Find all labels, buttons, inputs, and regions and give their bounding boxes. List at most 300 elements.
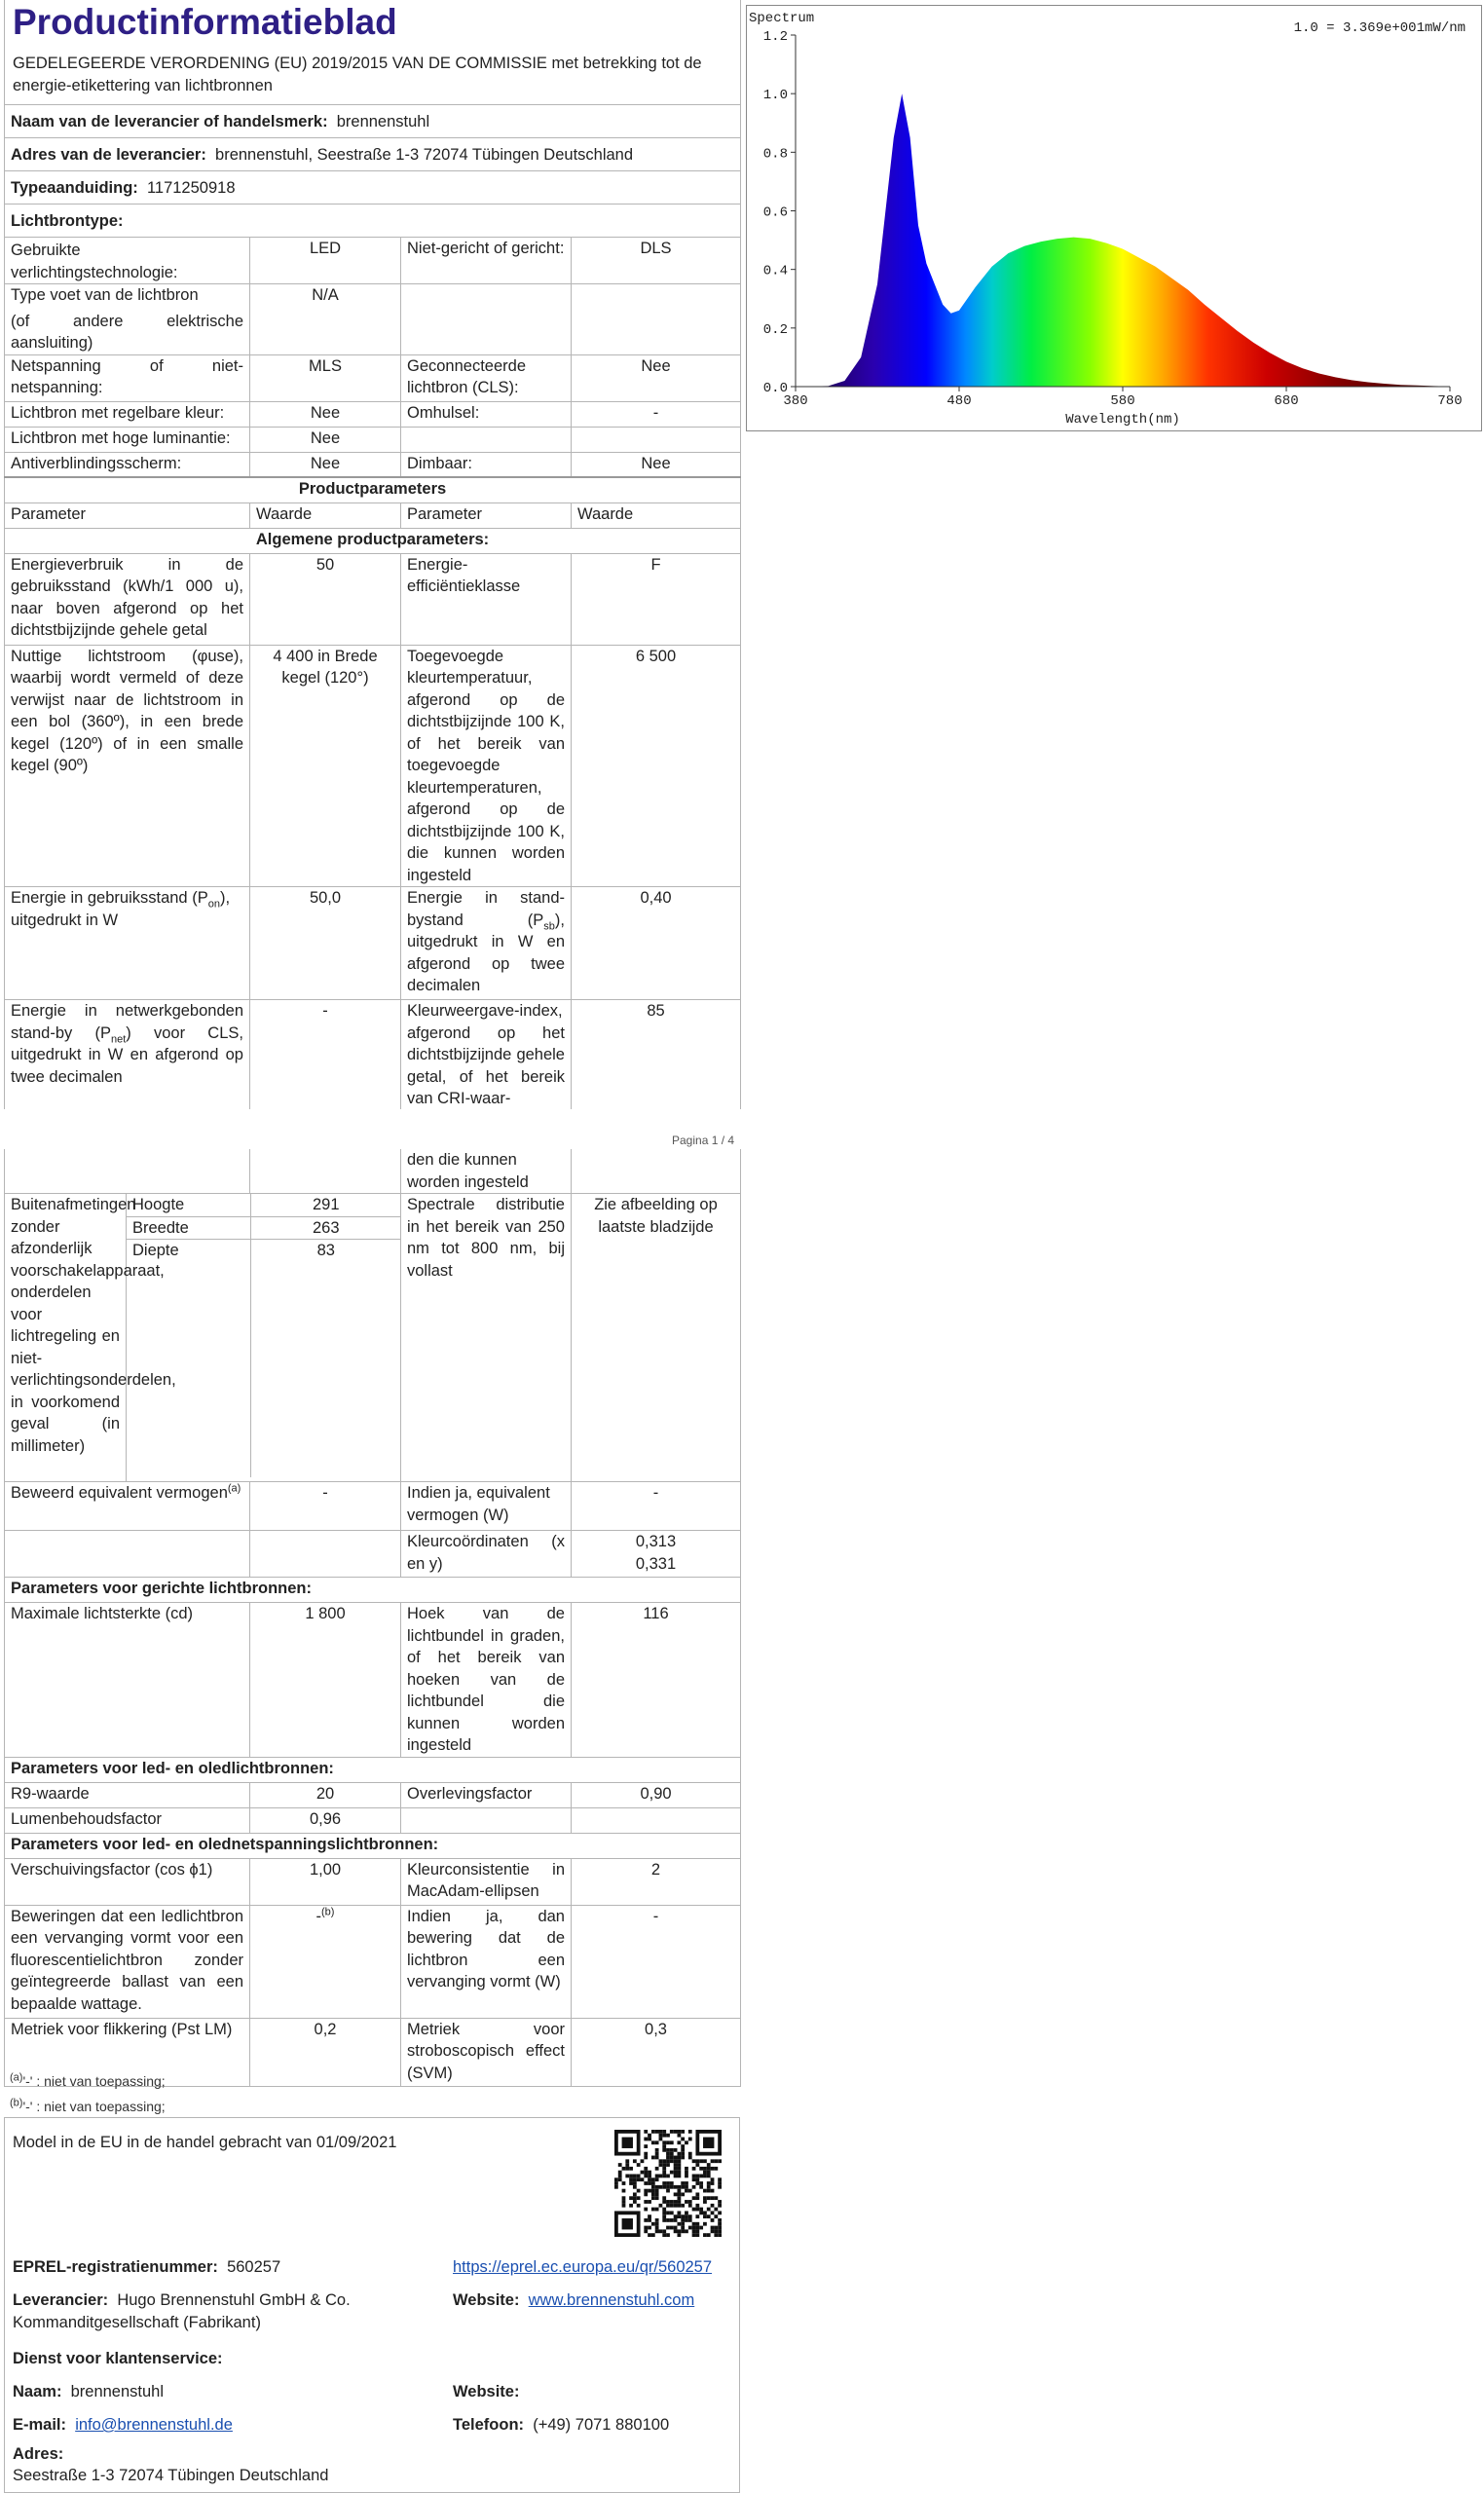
qr-module (633, 2181, 637, 2185)
psb-value: 0,40 (572, 887, 741, 1000)
qr-module (703, 2233, 707, 2237)
qr-module (718, 2177, 722, 2181)
qr-module (670, 2140, 674, 2144)
qr-module (641, 2159, 645, 2163)
qr-module (674, 2214, 678, 2218)
depth-value: 83 (316, 1242, 335, 1259)
pon-label-a: Energie in gebruiksstand (P (11, 889, 208, 907)
qr-module (666, 2200, 670, 2204)
replace-sup: (b) (321, 1906, 335, 1917)
qr-module (637, 2204, 641, 2208)
footnote-b-text: '-' : niet van toepassing; (22, 2099, 166, 2114)
qr-module (651, 2208, 655, 2212)
qr-module (655, 2130, 659, 2134)
flux-label: Nuttige lichtstroom (φuse), waarbij wordt vermeld of deze verwijst naar de lichtstroom in een bol (360º), in een brede kegel (120º) of in een smalle kegel (90º) (5, 645, 250, 887)
qr-module (677, 2222, 681, 2226)
y-tick-label-0.8: 0.8 (762, 146, 788, 163)
eprel-value: 560257 (227, 2258, 281, 2276)
website-label: Website: (453, 2291, 520, 2309)
qr-module (644, 2208, 648, 2212)
dimmable-value: Nee (572, 452, 741, 477)
depth-label: Diepte (127, 1240, 250, 1478)
y-tick-label-0.4: 0.4 (762, 263, 788, 279)
qr-module (677, 2156, 681, 2160)
qr-module (692, 2226, 696, 2230)
qr-module (707, 2189, 711, 2193)
qr-module (685, 2189, 688, 2193)
qr-module (718, 2181, 722, 2185)
qr-module (625, 2175, 629, 2178)
mcadam-label: Kleurconsistentie in MacAdam-ellipsen (401, 1858, 572, 1905)
product-info-table-page-1 (4, 0, 741, 1109)
qr-module (703, 2171, 707, 2175)
height-label: Hoogte (127, 1194, 250, 1216)
qr-module (659, 2163, 663, 2167)
qr-module (695, 2181, 699, 2185)
qr-module (707, 2233, 711, 2237)
qr-module (707, 2167, 711, 2171)
pnet-value: - (250, 1000, 401, 1110)
chroma-label: Kleurcoördinaten (x en y) (401, 1531, 572, 1578)
qr-module (674, 2130, 678, 2134)
qr-module (655, 2175, 659, 2178)
qr-module (614, 2181, 618, 2185)
qr-module (644, 2192, 648, 2196)
qr-module (648, 2181, 651, 2185)
pon-sub: on (207, 898, 220, 911)
qr-module (637, 2196, 641, 2200)
qr-module (692, 2159, 696, 2163)
qr-module (651, 2192, 655, 2196)
qr-module (703, 2200, 707, 2204)
qr-module (718, 2211, 722, 2214)
qr-module (681, 2218, 685, 2222)
general-params-heading: Algemene productparameters: (5, 528, 741, 553)
tunable-label: Lichtbron met regelbare kleur: (5, 401, 250, 427)
claimed-sup: (a) (227, 1482, 241, 1495)
qr-module (681, 2229, 685, 2233)
qr-module (670, 2156, 674, 2160)
tunable-value: Nee (250, 401, 401, 427)
flicker-value: 0,2 (250, 2018, 401, 2086)
qr-module (681, 2204, 685, 2208)
qr-module (622, 2181, 626, 2185)
qr-module (629, 2177, 633, 2181)
lumen-label: Lumenbehoudsfactor (5, 1807, 250, 1833)
qr-module (692, 2233, 696, 2237)
supplier-label: Leverancier: (13, 2291, 109, 2309)
qr-module (703, 2211, 707, 2214)
qr-module (651, 2233, 655, 2237)
qr-module (666, 2148, 670, 2152)
qr-module (703, 2189, 707, 2193)
qr-module (681, 2222, 685, 2226)
glare-label: Antiverblindingsscherm: (5, 452, 250, 477)
y-tick-label-0.2: 0.2 (762, 321, 788, 338)
qr-module (677, 2214, 681, 2218)
qr-module (674, 2192, 678, 2196)
qr-module (655, 2177, 659, 2181)
qr-module (666, 2218, 670, 2222)
qr-module (659, 2159, 663, 2163)
qr-module (651, 2181, 655, 2185)
qr-module (703, 2159, 707, 2163)
qr-module (648, 2189, 651, 2193)
phone-label: Telefoon: (453, 2416, 525, 2434)
product-params-heading: Productparameters (5, 477, 741, 502)
supplier-name-label: Naam van de leverancier of handelsmerk: (11, 113, 328, 130)
energy-label: Energieverbruik in de gebruiksstand (kWh/1 000 u), naar boven afgerond op het dichtstbijzijnde gehele getal (5, 553, 250, 645)
qr-module (644, 2144, 648, 2148)
col-header-value: Waarde (250, 502, 401, 528)
qr-module (644, 2229, 648, 2233)
qr-module (666, 2134, 670, 2138)
envelope-label: Omhulsel: (401, 401, 572, 427)
intensity-value: 1 800 (250, 1603, 401, 1758)
qr-module (644, 2226, 648, 2230)
y-tick-label-0.0: 0.0 (762, 381, 788, 396)
qr-module (711, 2167, 715, 2171)
qr-module (648, 2138, 651, 2141)
qr-module (681, 2152, 685, 2156)
qr-module (662, 2218, 666, 2222)
replace2-value: - (572, 1905, 741, 2018)
qr-module (685, 2181, 688, 2185)
qr-module (662, 2163, 666, 2167)
x-tick-label-380: 380 (783, 393, 808, 409)
qr-module (655, 2167, 659, 2171)
qr-module (629, 2167, 633, 2171)
customer-service-heading: Dienst voor klantenservice: (13, 2350, 223, 2367)
width-value: 263 (250, 1216, 401, 1240)
pnet-label-b: ) voor CLS, uitgedrukt in W en afgerond op twee decimalen (11, 1023, 243, 1086)
qr-module (644, 2200, 648, 2204)
qr-module (648, 2175, 651, 2178)
placed-on-market-text: Model in de EU in de handel gebracht van 01/09/2021 (13, 2134, 397, 2151)
qr-module (677, 2134, 681, 2138)
qr-module (699, 2211, 703, 2214)
qr-module (685, 2140, 688, 2144)
website-link[interactable]: www.brennenstuhl.com (528, 2291, 695, 2309)
qr-module (655, 2152, 659, 2156)
qr-module (707, 2208, 711, 2212)
qr-module (655, 2196, 659, 2200)
qr-module (662, 2144, 666, 2148)
qr-module (718, 2222, 722, 2226)
qr-module (699, 2226, 703, 2230)
qr-module (677, 2200, 681, 2204)
qr-module (674, 2148, 678, 2152)
qr-module (707, 2185, 711, 2189)
qr-module (666, 2156, 670, 2160)
qr-module (711, 2196, 715, 2200)
qr-module (614, 2185, 618, 2189)
qr-module (666, 2163, 670, 2167)
qr-module (651, 2140, 655, 2144)
eprel-info-box (4, 2117, 740, 2493)
chroma-y: 0,331 (635, 1554, 677, 1573)
mains-value: MLS (250, 354, 401, 401)
qr-module (681, 2148, 685, 2152)
qr-module (703, 2167, 707, 2171)
footnote-b-sup: (b) (10, 2097, 23, 2109)
qr-module (670, 2159, 674, 2163)
qr-module (674, 2163, 678, 2167)
spectrum-area (747, 6, 1481, 430)
dpf-label: Verschuivingsfactor (cos ϕ1) (5, 1858, 250, 1905)
qr-module (629, 2175, 633, 2178)
qr-module (714, 2167, 718, 2171)
envelope-value: - (572, 401, 741, 427)
qr-module (622, 2200, 626, 2204)
qr-module (633, 2200, 637, 2204)
footnote-a-text: '-' : niet van toepassing; (22, 2073, 166, 2089)
qr-module (677, 2171, 681, 2175)
qr-module (659, 2185, 663, 2189)
flicker-label: Metriek voor flikkering (Pst LM) (5, 2018, 250, 2086)
qr-module (629, 2196, 633, 2200)
qr-module (662, 2200, 666, 2204)
svm-value: 0,3 (572, 2018, 741, 2086)
replace2-label: Indien ja, dan bewering dat de lichtbron een vervanging vormt (W) (401, 1905, 572, 2018)
qr-module (685, 2175, 688, 2178)
qr-module (648, 2134, 651, 2138)
qr-module (695, 2233, 699, 2237)
qr-module (692, 2177, 696, 2181)
qr-module (625, 2163, 629, 2167)
qr-module (633, 2175, 637, 2178)
x-tick-label-780: 780 (1437, 393, 1463, 409)
email-label: E-mail: (13, 2416, 67, 2434)
qr-module (670, 2152, 674, 2156)
eprel-link[interactable]: https://eprel.ec.europa.eu/qr/560257 (453, 2258, 713, 2276)
qr-module (670, 2204, 674, 2208)
pon-label-b: ), uitgedrukt in W (11, 889, 231, 929)
model-value: 1171250918 (146, 179, 236, 197)
dims-label: Buitenafmetingen zonder afzonderlijk voorschakelapparaat, onderdelen voor lichtregeling en niet-verlichtingsonderdelen, in voorkomend geval (in millimeter) (5, 1194, 127, 1482)
y-tick-label-1.2: 1.2 (762, 29, 788, 45)
claimed-value: - (250, 1482, 401, 1531)
qr-module (695, 2163, 699, 2167)
qr-module (699, 2181, 703, 2185)
qr-module (688, 2214, 692, 2218)
qr-module (674, 2226, 678, 2230)
qr-module (662, 2148, 666, 2152)
qr-module (674, 2185, 678, 2189)
qr-module (677, 2159, 681, 2163)
qr-module (699, 2167, 703, 2171)
page-title: Productinformatieblad (13, 2, 397, 42)
cct-value: 6 500 (572, 645, 741, 887)
qr-module (622, 2189, 626, 2193)
qr-module (695, 2192, 699, 2196)
qr-module (662, 2211, 666, 2214)
cap-label: Type voet van de lichtbron (11, 286, 199, 304)
email-row (13, 2414, 233, 2437)
r9-value: 20 (250, 1782, 401, 1807)
qr-module (677, 2167, 681, 2171)
cls-value: Nee (572, 354, 741, 401)
qr-module (695, 2208, 699, 2212)
qr-module (659, 2130, 663, 2134)
qr-module (622, 2218, 633, 2229)
qr-module (614, 2177, 618, 2181)
qr-module (692, 2229, 696, 2233)
qr-module (677, 2163, 681, 2167)
qr-module (644, 2138, 648, 2141)
qr-module (651, 2130, 655, 2134)
qr-module (651, 2177, 655, 2181)
qr-module (695, 2214, 699, 2218)
pnet-sub: net (111, 1032, 127, 1045)
spd-label: Spectrale distributie in het bereik van 250 nm tot 800 nm, bij vollast (401, 1194, 572, 1482)
qr-module (655, 2156, 659, 2160)
qr-module (670, 2185, 674, 2189)
qr-module (674, 2218, 678, 2222)
x-tick-label-680: 680 (1274, 393, 1299, 409)
svm-label: Metriek voor stroboscopisch effect (SVM) (401, 2018, 572, 2086)
qr-module (666, 2159, 670, 2163)
qr-module (695, 2226, 699, 2230)
dims-table (127, 1194, 401, 1477)
y-tick-label-1.0: 1.0 (762, 88, 788, 104)
lumen-value: 0,96 (250, 1807, 401, 1833)
lightsource-type-heading: Lichtbrontype: (5, 205, 741, 238)
qr-module (655, 2222, 659, 2226)
qr-module (644, 2218, 648, 2222)
qr-module (662, 2159, 666, 2163)
qr-module (644, 2156, 648, 2160)
qr-module (622, 2138, 633, 2148)
qr-module (637, 2189, 641, 2193)
qr-code-icon[interactable] (614, 2130, 722, 2237)
qr-module (674, 2200, 678, 2204)
glare-value: Nee (250, 452, 401, 477)
flux-value: 4 400 in Brede kegel (120°) (250, 645, 401, 887)
qr-module (618, 2163, 622, 2167)
qr-module (662, 2130, 666, 2134)
qr-module (648, 2218, 651, 2222)
qr-module (666, 2181, 670, 2185)
qr-module (677, 2130, 681, 2134)
qr-module (699, 2208, 703, 2212)
qr-module (711, 2204, 715, 2208)
beam-value: 116 (572, 1603, 741, 1758)
qr-module (711, 2211, 715, 2214)
qr-module (681, 2226, 685, 2230)
col-header-param: Parameter (5, 502, 250, 528)
qr-module (711, 2177, 715, 2181)
qr-module (681, 2156, 685, 2160)
qr-module (718, 2233, 722, 2237)
qr-module (651, 2196, 655, 2200)
qr-module (674, 2204, 678, 2208)
qr-module (703, 2222, 707, 2226)
class-value: F (572, 553, 741, 645)
qr-module (659, 2138, 663, 2141)
directional-params-heading: Parameters voor gerichte lichtbronnen: (5, 1578, 741, 1603)
phone-value: (+49) 7071 880100 (533, 2416, 670, 2434)
qr-module (711, 2181, 715, 2185)
eprel-label: EPREL-registratienummer: (13, 2258, 218, 2276)
qr-module (703, 2175, 707, 2178)
qr-module (670, 2218, 674, 2222)
email-link[interactable]: info@brennenstuhl.de (75, 2416, 233, 2434)
qr-module (659, 2204, 663, 2208)
supplier-value: Hugo Brennenstuhl GmbH & Co. Kommanditgesellschaft (Fabrikant) (13, 2291, 351, 2331)
x-tick-label-480: 480 (946, 393, 972, 409)
qr-module (648, 2214, 651, 2218)
qr-module (695, 2177, 699, 2181)
mains-label: Netspanning of niet-netspanning: (5, 354, 250, 401)
width-label: Breedte (127, 1216, 250, 1240)
led-params-heading: Parameters voor led- en oledlichtbronnen: (5, 1757, 741, 1782)
qr-module (695, 2204, 699, 2208)
footnotes (10, 2068, 166, 2119)
qr-module (655, 2218, 659, 2222)
hl-value: Nee (250, 427, 401, 452)
qr-module (674, 2171, 678, 2175)
beam-label: Hoek van de lichtbundel in graden, of het bereik van hoeken van de lichtbundel die kunnen worden ingesteld (401, 1603, 572, 1758)
qr-module (644, 2181, 648, 2185)
model-row (5, 171, 741, 205)
qr-module (637, 2175, 641, 2178)
spd-value: Zie afbeelding op laatste bladzijde (572, 1194, 741, 1482)
footnote-a (10, 2068, 166, 2094)
qr-module (718, 2185, 722, 2189)
qr-module (692, 2222, 696, 2226)
page-number: Pagina 1 / 4 (672, 1134, 735, 1147)
qr-module (662, 2185, 666, 2189)
mains-led-params-heading: Parameters voor led- en olednetspanningslichtbronnen: (5, 1833, 741, 1858)
qr-module (714, 2159, 718, 2163)
qr-module (655, 2185, 659, 2189)
qr-module (662, 2175, 666, 2178)
qr-module (718, 2200, 722, 2204)
qr-module (681, 2214, 685, 2218)
qr-module (625, 2167, 629, 2171)
qr-module (674, 2229, 678, 2233)
chart-title: Spectrum (749, 11, 815, 26)
qr-module (644, 2167, 648, 2171)
supplier-address-label: Adres van de leverancier: (11, 146, 206, 164)
qr-module (618, 2177, 622, 2181)
qr-module (662, 2229, 666, 2233)
qr-module (707, 2163, 711, 2167)
qr-module (644, 2189, 648, 2193)
qr-module (692, 2196, 696, 2200)
cri-label: Kleurweergave-index, afgerond op het dichtstbijzijnde gehele getal, of het bereik van CRI-waar- (407, 1002, 565, 1107)
qr-module (699, 2159, 703, 2163)
qr-module (695, 2175, 699, 2178)
qr-module (718, 2229, 722, 2233)
qr-module (644, 2171, 648, 2175)
class-label: Energie-efficiëntieklasse (401, 553, 572, 645)
qr-module (662, 2134, 666, 2138)
footnote-a-sup: (a) (10, 2071, 23, 2084)
qr-module (633, 2159, 637, 2163)
psb-label-a: Energie in stand-bystand (P (407, 889, 565, 929)
qr-module (718, 2218, 722, 2222)
qr-module (718, 2159, 722, 2163)
qr-module (677, 2189, 681, 2193)
qr-module (633, 2185, 637, 2189)
qr-module (670, 2200, 674, 2204)
qr-module (707, 2175, 711, 2178)
qr-module (695, 2229, 699, 2233)
tech-value: LED (250, 238, 401, 284)
service-name-row (13, 2381, 164, 2403)
